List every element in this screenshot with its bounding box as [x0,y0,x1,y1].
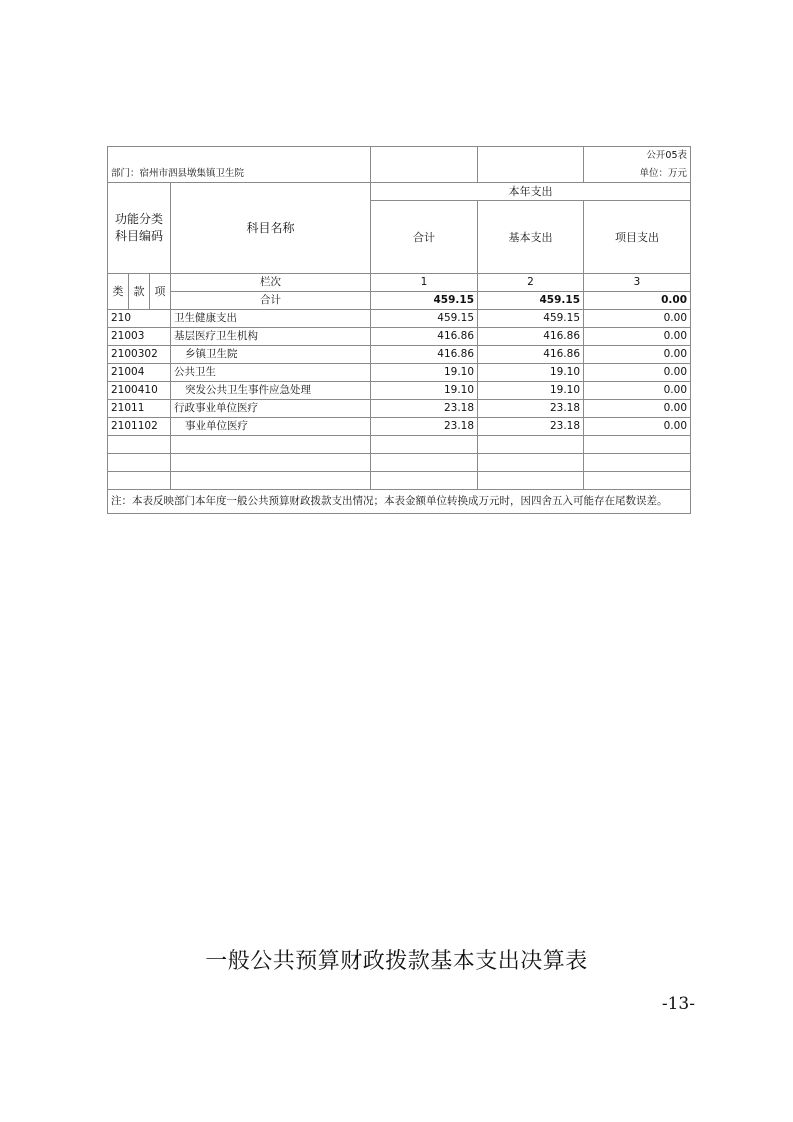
empty-row [108,472,691,490]
row-name: 突发公共卫生事件应急处理 [171,382,371,400]
row-code: 2101102 [108,418,171,436]
row-basic: 23.18 [478,418,584,436]
total-header: 合计 [371,201,478,274]
row-basic: 19.10 [478,364,584,382]
row-name: 事业单位医疗 [171,418,371,436]
col-index-1: 1 [371,274,478,292]
row-project: 0.00 [584,310,691,328]
kuan-header: 款 [129,274,150,310]
row-total: 19.10 [371,382,478,400]
table-row [108,328,691,346]
row-basic: 416.86 [478,346,584,364]
total-row-project: 0.00 [584,292,691,310]
row-project: 0.00 [584,400,691,418]
row-project: 0.00 [584,328,691,346]
row-basic: 23.18 [478,400,584,418]
row-project: 0.00 [584,418,691,436]
row-basic: 459.15 [478,310,584,328]
row-total: 19.10 [371,364,478,382]
row-code: 21011 [108,400,171,418]
code-group-header: 功能分类 科目编码 [108,183,171,274]
empty-row [108,436,691,454]
row-total: 23.18 [371,400,478,418]
row-total: 459.15 [371,310,478,328]
row-project: 0.00 [584,346,691,364]
row-name: 公共卫生 [171,364,371,382]
lei-header: 类 [108,274,129,310]
table-row [108,382,691,400]
total-row-total: 459.15 [371,292,478,310]
row-code: 2100410 [108,382,171,400]
empty-row [108,454,691,472]
expense-table [107,146,691,514]
row-name: 行政事业单位医疗 [171,400,371,418]
document-title: 一般公共预算财政拨款基本支出决算表 [205,949,588,974]
row-code: 21004 [108,364,171,382]
xiang-header: 项 [150,274,171,310]
unit-label: 单位：万元 [584,165,691,183]
row-total: 416.86 [371,328,478,346]
department-label: 部门：宿州市泗县墩集镇卫生院 [108,165,371,183]
row-name: 基层医疗卫生机构 [171,328,371,346]
page-number: -13- [661,994,695,1014]
row-code: 2100302 [108,346,171,364]
row-project: 0.00 [584,382,691,400]
row-total: 23.18 [371,418,478,436]
col-index-3: 3 [584,274,691,292]
subject-name-header: 科目名称 [171,183,371,274]
row-code: 21003 [108,328,171,346]
form-code: 公开05表 [584,147,691,165]
row-basic: 416.86 [478,328,584,346]
table-row [108,310,691,328]
row-code: 210 [108,310,171,328]
table-row [108,400,691,418]
table-row [108,418,691,436]
col-index-2: 2 [478,274,584,292]
row-name: 卫生健康支出 [171,310,371,328]
project-header: 项目支出 [584,201,691,274]
col-index-label: 栏次 [171,274,371,292]
row-name: 乡镇卫生院 [171,346,371,364]
total-row-basic: 459.15 [478,292,584,310]
total-row-label: 合计 [171,292,371,310]
year-expense-header: 本年支出 [371,183,691,201]
table-note: 注：本表反映部门本年度一般公共预算财政拨款支出情况；本表金额单位转换成万元时，因四舍五入可能存在尾数误差。 [108,490,691,514]
row-project: 0.00 [584,364,691,382]
basic-header: 基本支出 [478,201,584,274]
row-total: 416.86 [371,346,478,364]
row-basic: 19.10 [478,382,584,400]
table-row [108,364,691,382]
table-row [108,346,691,364]
